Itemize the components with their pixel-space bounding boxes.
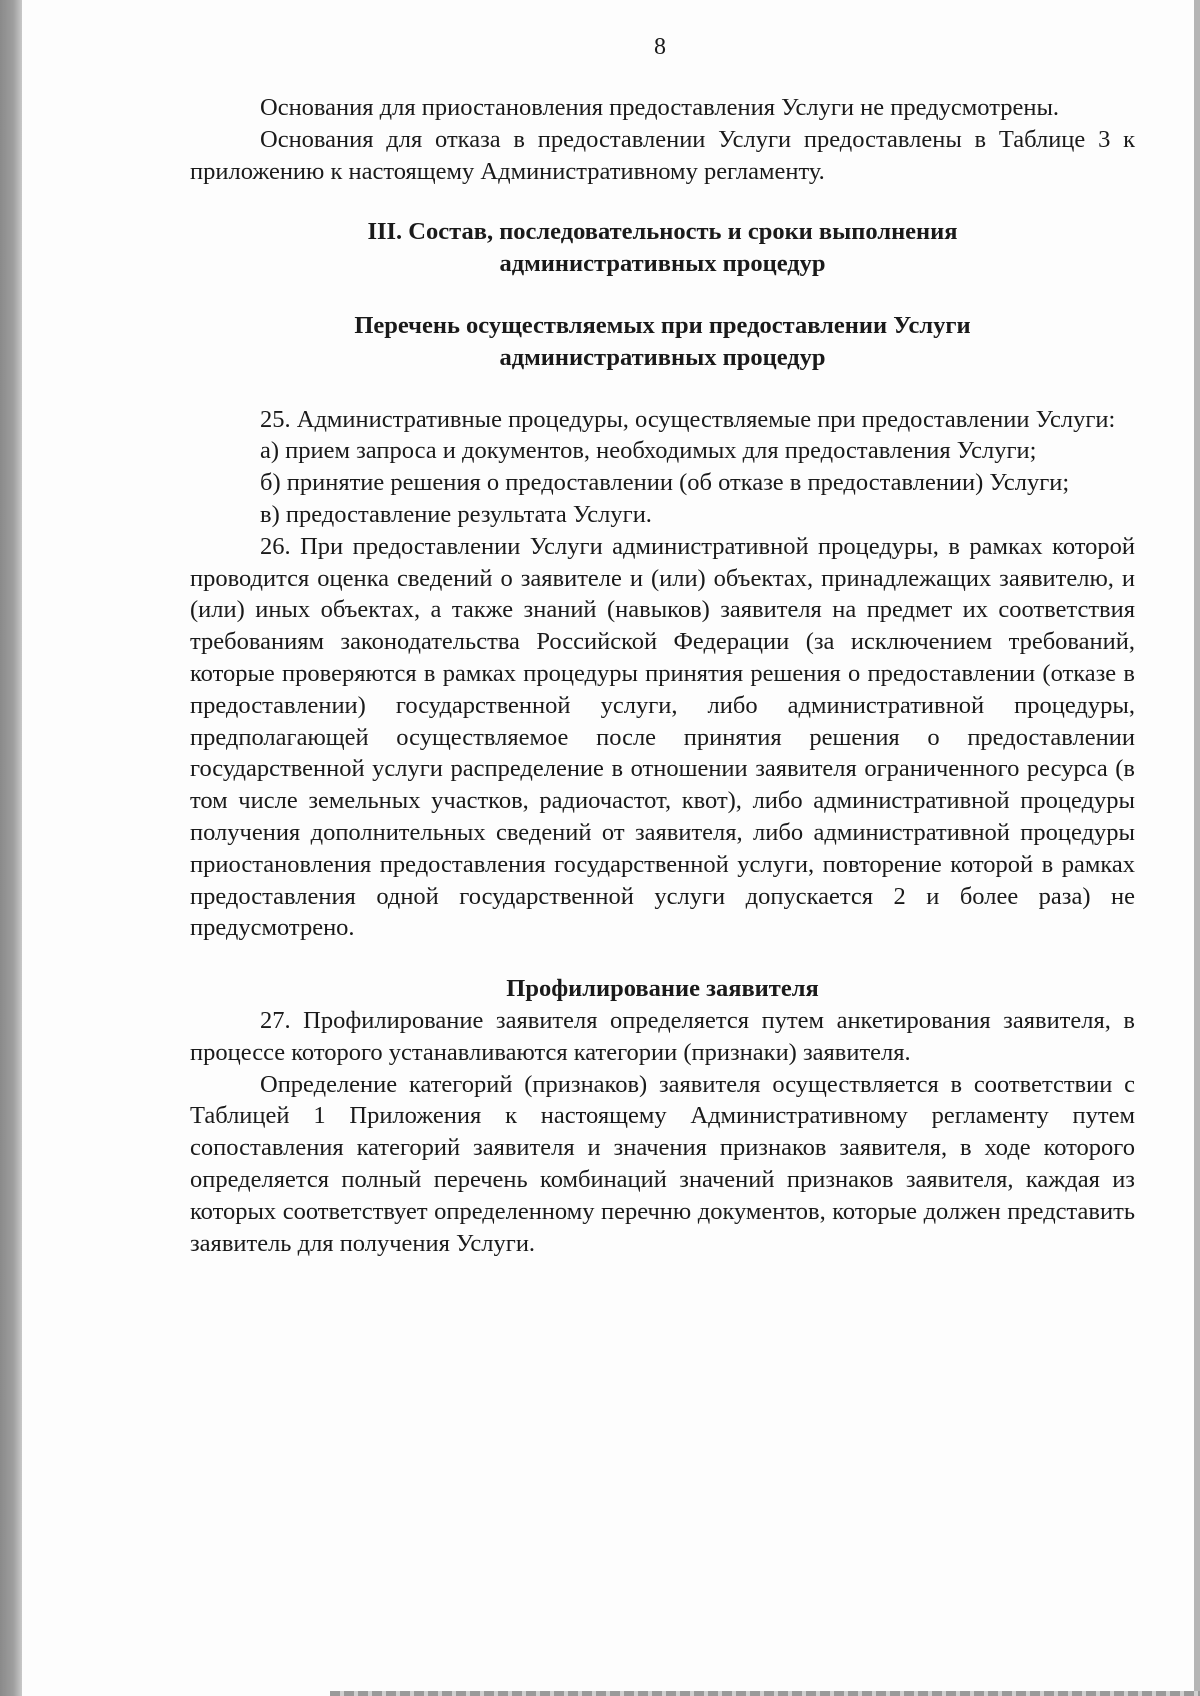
profile-heading: Профилирование заявителя <box>506 975 819 1003</box>
list-item-v: в) предоставление результата Услуги. <box>260 500 652 528</box>
paragraph-refusal-grounds: Основания для отказа в предоставлении Услуги предоставлены в Таблице 3 к приложению к настоящему Административному регламенту. <box>190 125 1135 185</box>
document-body <box>190 92 1135 1259</box>
list-item-b: б) принятие решения о предоставлении (об отказе в предоставлении) Услуги; <box>260 469 1070 497</box>
page-number: 8 <box>654 34 666 60</box>
section-heading <box>190 216 1135 280</box>
paragraph-27: 27. Профилирование заявителя определяется путем анкетирования заявителя, в процессе которого устанавливаются категории (признаки) заявителя. <box>190 1006 1135 1066</box>
section-heading-line-2: административных процедур <box>499 250 826 278</box>
subsection-heading-line-1: Перечень осуществляемых при предоставлении Услуги <box>354 311 971 339</box>
subsection-heading <box>190 310 1135 374</box>
subsection-heading-line-2: административных процедур <box>499 343 826 371</box>
paragraph-25: 25. Административные процедуры, осуществляемые при предоставлении Услуги: <box>260 405 1116 433</box>
paragraph-26: 26. При предоставлении Услуги административной процедуры, в рамках которой проводится оценка сведений о заявителе и (или) объектах, принадлежащих заявителю, и (или) иных объектах, а также знаний (навыков) заявителя на предмет их соответствия требованиям законодательства Российской Федерации (за исключением требований, которые проверяются в рамках процедуры принятия решения о предоставлении (отказе в предоставлении) государственной услуги, либо административной процедуры, предполагающей осуществляемое после принятия решения о предоставлении государственной услуги распределение в отношении заявителя ограниченного ресурса (в том числе земельных участков, радиочастот, квот), либо административной процедуры получения дополнительных сведений от заявителя, либо административной процедуры приостановления предоставления государственной услуги, повторение которой в рамках предоставления одной государственной услуги допускается 2 и более раза) не предусмотрено. <box>190 532 1135 942</box>
list-item-a: а) прием запроса и документов, необходимых для предоставления Услуги; <box>260 437 1037 465</box>
scan-left-edge <box>0 0 22 1696</box>
paragraph-suspension-grounds: Основания для приостановления предоставления Услуги не предусмотрены. <box>260 94 1060 121</box>
scan-bottom-edge <box>330 1691 1200 1696</box>
paragraph-categories: Определение категорий (признаков) заявителя осуществляется в соответствии с Таблицей 1 Приложения к настоящему Административному регламенту путем сопоставления категорий заявителя и значения признаков заявителя, в ходе которого определяется полный перечень комбинаций значений признаков заявителя, каждая из которых соответствует определенному перечню документов, которые должен представить заявитель для получения Услуги. <box>190 1070 1135 1257</box>
section-heading-line-1: III. Состав, последовательность и сроки выполнения <box>367 218 958 246</box>
scan-right-edge <box>1194 0 1200 1696</box>
